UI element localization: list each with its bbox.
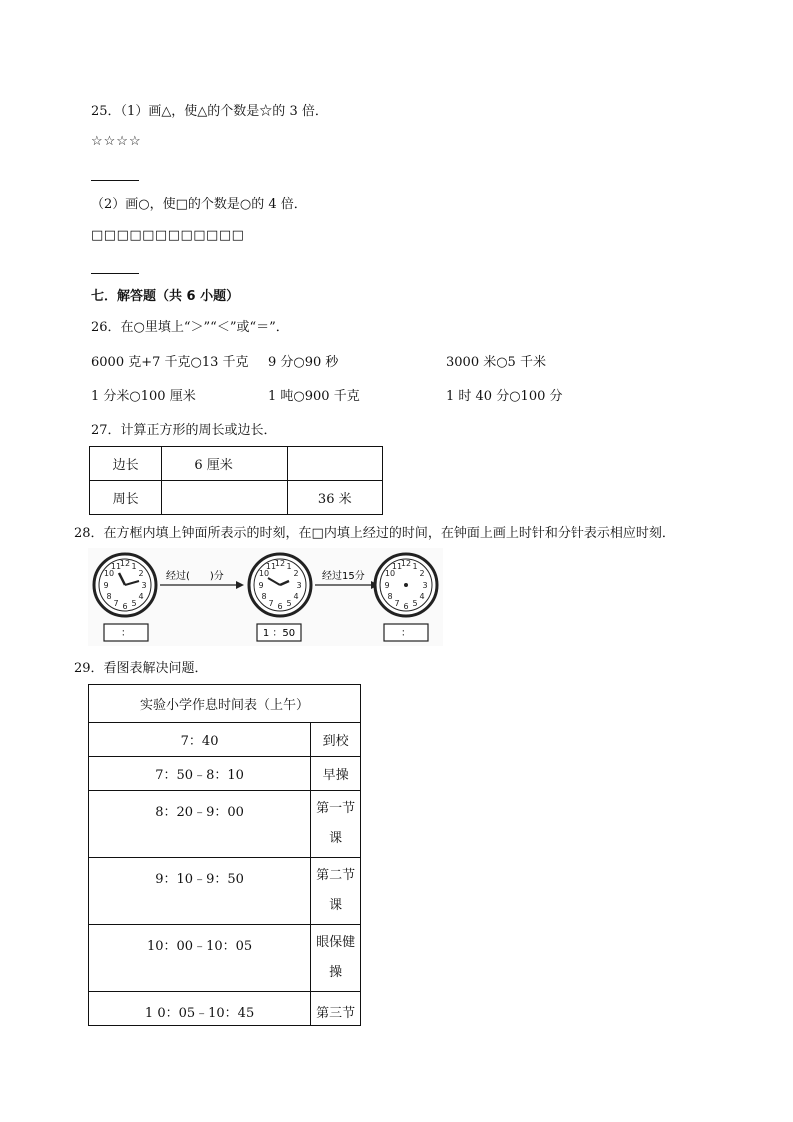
section-7-title: 七．解答题（共 6 小题） xyxy=(91,289,240,304)
svg-text:4: 4 xyxy=(138,592,144,601)
arrow-1-label[interactable]: 经过( )分 xyxy=(166,571,224,582)
q27-cell: 6 厘米 xyxy=(162,447,287,481)
q29-title: 29．看图表解决问题． xyxy=(74,661,208,676)
q29-schedule-table xyxy=(88,684,361,1026)
time-box-2-text: 1 ：50 xyxy=(262,628,296,639)
q26-item: 3000 米○5 千米 xyxy=(446,355,546,370)
svg-text:8: 8 xyxy=(261,592,267,601)
q26-item: 1 吨○900 千克 xyxy=(268,389,360,404)
q25-part2: （2）画○，使□的个数是○的 4 倍． xyxy=(91,197,307,212)
svg-text:8: 8 xyxy=(106,592,112,601)
svg-text:6: 6 xyxy=(277,602,283,611)
schedule-event: 到校 xyxy=(311,723,361,757)
clock-center-dot xyxy=(404,583,408,587)
schedule-event: 第一节 课 xyxy=(311,791,361,858)
svg-text:9: 9 xyxy=(384,581,390,590)
q25-answer-line-1[interactable] xyxy=(91,180,139,181)
svg-text:4: 4 xyxy=(419,592,425,601)
svg-text:9: 9 xyxy=(103,581,109,590)
schedule-time: 9：10﹣9：50 xyxy=(89,858,311,925)
svg-text:1: 1 xyxy=(412,562,418,571)
svg-text:5: 5 xyxy=(131,599,137,608)
clock-1[interactable] xyxy=(94,554,156,616)
svg-text:10: 10 xyxy=(258,569,270,578)
svg-text:6: 6 xyxy=(403,602,409,611)
svg-text:12: 12 xyxy=(119,559,131,568)
svg-text:11: 11 xyxy=(391,562,403,571)
svg-text:3: 3 xyxy=(141,581,147,590)
q28-clocks-figure xyxy=(88,548,448,648)
q27-cell-blank[interactable] xyxy=(162,481,287,515)
svg-text:5: 5 xyxy=(286,599,292,608)
schedule-event: 眼保健 操 xyxy=(311,925,361,992)
svg-text:10: 10 xyxy=(103,569,115,578)
svg-text:3: 3 xyxy=(296,581,302,590)
q26-item: 6000 克+7 千克○13 千克 xyxy=(91,355,249,370)
svg-text:10: 10 xyxy=(384,569,396,578)
q26-title: 26．在○里填上“＞”“＜”或“＝”． xyxy=(91,320,289,335)
svg-text:1: 1 xyxy=(286,562,292,571)
svg-text:6: 6 xyxy=(122,602,128,611)
svg-text:9: 9 xyxy=(258,581,264,590)
q26-item: 1 时 40 分○100 分 xyxy=(446,389,563,404)
svg-text:12: 12 xyxy=(274,559,286,568)
q27-table xyxy=(89,446,383,515)
q29-table-title: 实验小学作息时间表（上午） xyxy=(89,685,361,723)
schedule-event: 第三节 xyxy=(311,992,361,1026)
arrow-2-label: 经过15分 xyxy=(322,571,365,582)
svg-text:7: 7 xyxy=(268,599,274,608)
svg-text:12: 12 xyxy=(400,559,412,568)
schedule-time: 7：40 xyxy=(89,723,311,757)
schedule-time: 10：00﹣10：05 xyxy=(89,925,311,992)
q27-title: 27．计算正方形的周长或边长． xyxy=(91,423,277,438)
clock-3[interactable] xyxy=(375,554,437,616)
q25-title: 25．（1）画△，使△的个数是☆的 3 倍． xyxy=(91,104,328,119)
q26-item: 9 分○90 秒 xyxy=(268,355,339,370)
svg-text:7: 7 xyxy=(113,599,119,608)
svg-text:4: 4 xyxy=(293,592,299,601)
schedule-time: 7：50﹣8：10 xyxy=(89,757,311,791)
q26-item: 1 分米○100 厘米 xyxy=(91,389,196,404)
svg-text:11: 11 xyxy=(265,562,277,571)
q27-cell: 周长 xyxy=(90,481,162,515)
svg-text:5: 5 xyxy=(412,599,418,608)
q27-cell: 36 米 xyxy=(287,481,382,515)
schedule-time: 8：20﹣9：00 xyxy=(89,791,311,858)
q25-squares: □□□□□□□□□□□□ xyxy=(91,228,245,243)
svg-text:3: 3 xyxy=(422,581,428,590)
svg-text:1: 1 xyxy=(131,562,137,571)
q28-title: 28．在方框内填上钟面所表示的时刻，在□内填上经过的时间，在钟面上画上时针和分针表示相应时刻． xyxy=(74,526,675,541)
q25-answer-line-2[interactable] xyxy=(91,273,139,274)
svg-text:2: 2 xyxy=(293,569,299,578)
q27-cell-blank[interactable] xyxy=(287,447,382,481)
schedule-event: 早操 xyxy=(311,757,361,791)
clock-2 xyxy=(249,554,311,616)
time-box-1-text: ： xyxy=(121,628,131,639)
q27-cell: 边长 xyxy=(90,447,162,481)
q25-stars: ☆☆☆☆ xyxy=(91,134,142,149)
schedule-time: 1 0：05﹣10：45 xyxy=(89,992,311,1026)
svg-text:2: 2 xyxy=(419,569,425,578)
schedule-event: 第二节 课 xyxy=(311,858,361,925)
svg-text:2: 2 xyxy=(138,569,144,578)
svg-text:8: 8 xyxy=(387,592,393,601)
time-box-3-text: ： xyxy=(401,628,411,639)
svg-text:7: 7 xyxy=(394,599,400,608)
svg-text:11: 11 xyxy=(110,562,122,571)
